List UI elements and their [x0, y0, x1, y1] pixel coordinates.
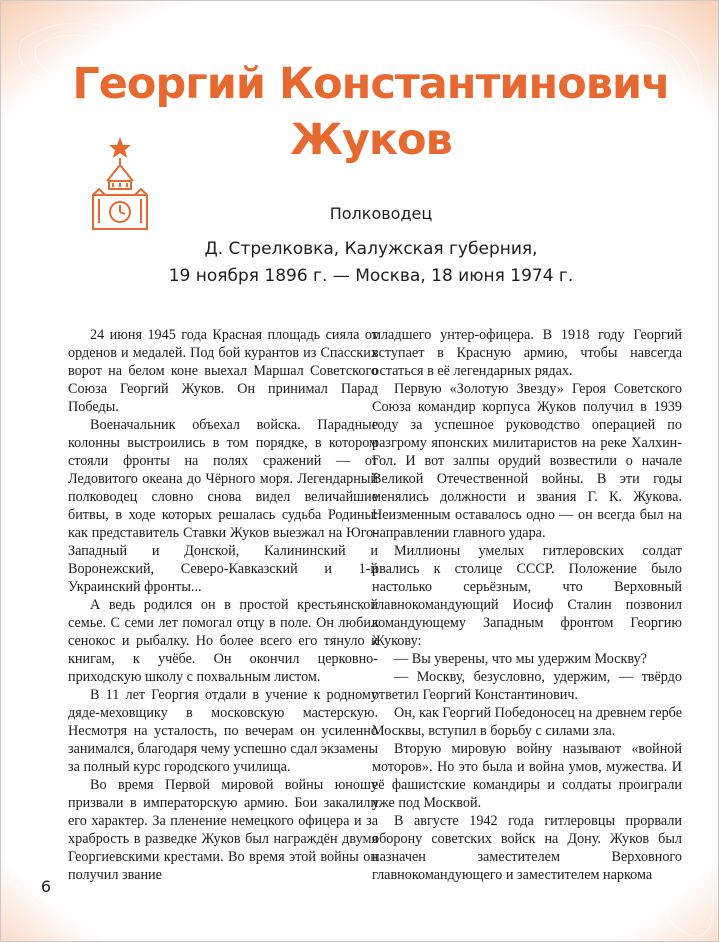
- paragraph: В августе 1942 года гитлеровцы прорвали оборону советских войск на Дону. Жуков был назначен заместителем Верховного главнокомандующего и заместителем наркома: [372, 813, 682, 883]
- text-column-right: [372, 326, 682, 884]
- paragraph: 24 июня 1945 года Красная площадь сияла от орденов и медалей. Под бой курантов из Спасских ворот на белом коне выехал Маршал Советского Союза Георгий Жуков. Он принимал Парад Победы.: [68, 327, 378, 415]
- paragraph: — Вы уверены, что мы удержим Москву?: [394, 651, 647, 667]
- death-line: 19 ноября 1896 г. — Москва, 18 июня 1974 г.: [168, 266, 574, 286]
- text-column-left: [68, 326, 378, 884]
- birth-death-info: [121, 236, 621, 290]
- paragraph: Миллионы умелых гитлеровских солдат рвались к столице СССР. Положение было настолько серьёзным, что Верховный главнокомандующий Иосиф Сталин позвонил командующему Западным фронтом Георгию Жукову:: [372, 543, 682, 649]
- paragraph: Первую «Золотую Звезду» Героя Советского Союза командир корпуса Жуков получил в 1939 году за успешное руководство операцией по разгрому японских милитаристов на реке Халхин-Гол. И вот залпы орудий возвестили о начале Великой Отечественной войны. В эти годы менялись должности и звания Г. К. Жукова. Неизменным оставалось одно — он всегда был на направлении главного удара.: [372, 381, 682, 541]
- kremlin-spasskaya-tower-icon: [85, 133, 155, 233]
- paragraph: Он, как Георгий Победоносец на древнем гербе Москвы, вступил в борьбу с силами зла.: [372, 705, 682, 739]
- paragraph: А ведь родился он в простой крестьянской семье. С семи лет помогал отцу в поле. Он любил сенокос и рыбалку. Но более всего его тянуло к книгам, к учёбе. Он окончил церковно-приходскую школу с похвальным листом.: [68, 597, 378, 685]
- paragraph: В 11 лет Георгия отдали в учение к родному дяде-меховщику в московскую мастерскую. Несмотря на усталость, по вечерам он усиленно занимался, благодаря чему успешно сдал экзамены за полный курс городского училища.: [68, 687, 378, 775]
- paragraph: — Москву, безусловно, удержим, — твёрдо ответил Георгий Константинович.: [372, 669, 682, 703]
- paragraph: Во время Первой мировой войны юношу призвали в императорскую армию. Бои закалили его характер. За пленение немецкого офицера и за храбрость в разведке Жуков был награждён двумя Георгиевскими крестами. Во время этой войны он получил звание: [68, 777, 378, 883]
- birth-line: Д. Стрелковка, Калужская губерния,: [204, 239, 538, 259]
- paragraph: Вторую мировую войну называют «войной моторов». Но это была и война умов, мужества. И её фашистские командиры и солдаты проиграли уже под Москвой.: [372, 741, 682, 811]
- page-title-line1: Георгий Константинович: [72, 59, 670, 109]
- paragraph-continued: младшего унтер-офицера. В 1918 году Георгий вступает в Красную армию, чтобы навсегда остаться в её легендарных рядах.: [372, 327, 682, 379]
- paragraph: Военачальник объехал войска. Парадные колонны выстроились в том порядке, в котором стояли фронты на полях сражений — от Ледовитого океана до Чёрного моря. Легендарный полководец словно снова видел величайшие битвы, в ходе которых решалась судьба Родины: как представитель Ставки Жуков выезжал на Юго-Западный и Донской, Калининский и Воронежский, Северо-Кавказский и 1-й Украинский фронты...: [68, 417, 378, 595]
- page-number: 6: [31, 872, 61, 902]
- profession-subtitle: Полководец: [329, 204, 433, 223]
- page-title-line2: Жуков: [290, 115, 452, 165]
